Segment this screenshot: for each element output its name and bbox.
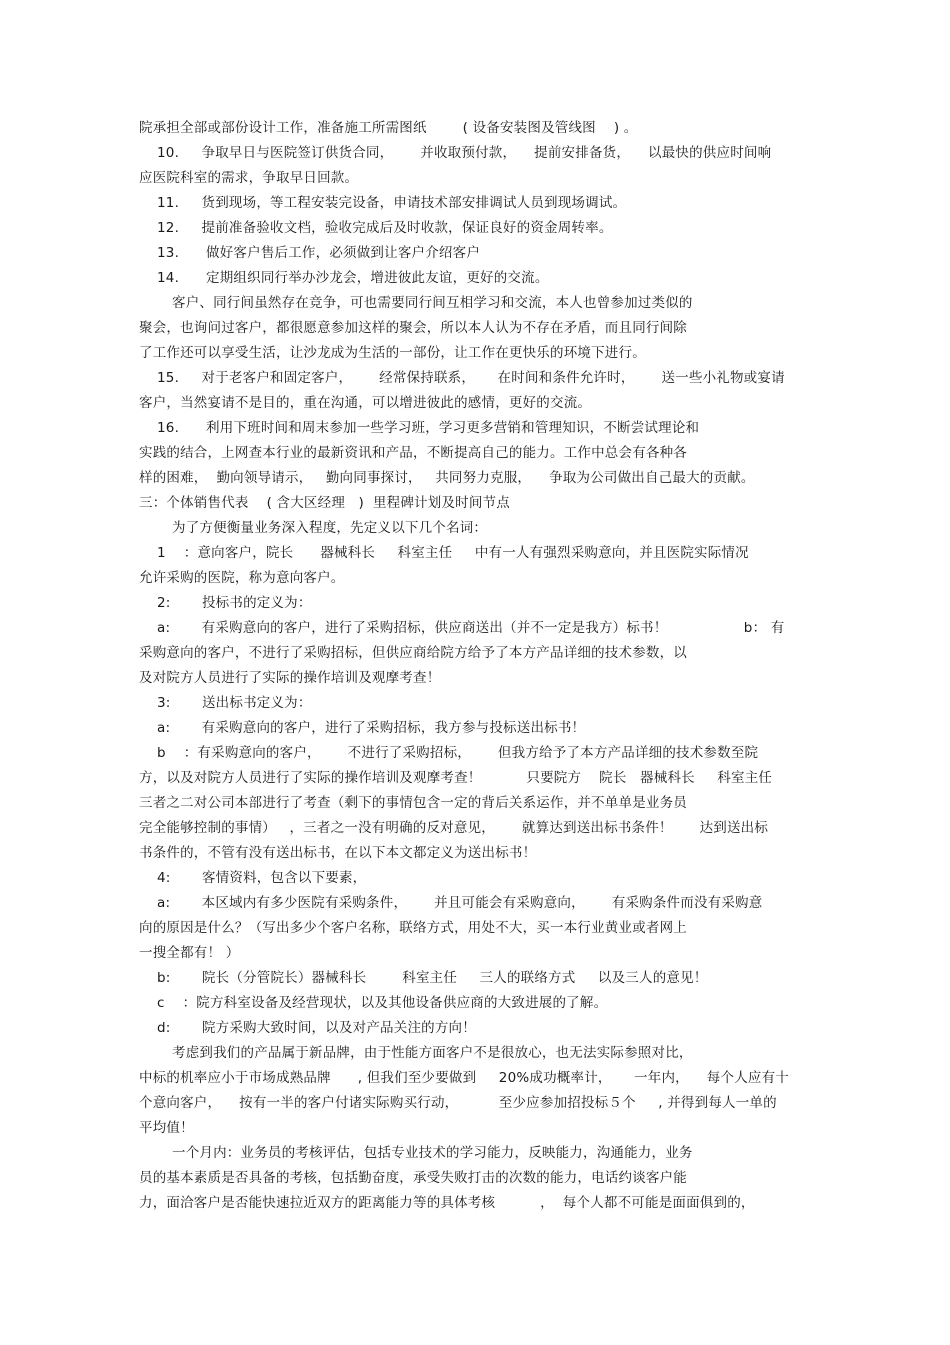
section-heading: 三：个体销售代表 ( 含大区经理 ) 里程碑计划及时间节点 — [139, 495, 510, 511]
text-line: 客户，当然宴请不是目的，重在沟通，可以增进彼此的感情，更好的交流。 — [139, 395, 592, 411]
text-line: 11. 货到现场，等工程安装完设备，申请技术部安排调试人员到现场调试。 — [157, 195, 627, 211]
text-line: 允许采购的医院，称为意向客户。 — [139, 570, 345, 586]
text-line: 1 ：意向客户，院长 器械科长 科室主任 中有一人有强烈采购意向，并且医院实际情况 — [157, 545, 749, 561]
text-line: 了工作还可以享受生活，让沙龙成为生活的一部份，让工作在更快乐的环境下进行。 — [139, 345, 646, 361]
text-line: 为了方便衡量业务深入程度，先定义以下几个名词： — [172, 520, 488, 536]
text-line: 力，面洽客户是否能快速拉近双方的距离能力等的具体考核 ， 每个人都不可能是面面俱到的， — [139, 1195, 755, 1211]
text-line: 12. 提前准备验收文档，验收完成后及时收款，保证良好的资金周转率。 — [157, 220, 613, 236]
text-line: b: 院长（分管院长）器械科长 科室主任 三人的联络方式 以及三人的意见！ — [157, 970, 708, 986]
text-line: 14. 定期组织同行举办沙龙会，增进彼此友谊，更好的交流。 — [157, 270, 549, 286]
text-line: 平均值！ — [139, 1120, 194, 1136]
text-line: 4: 客情资料，包含以下要素， — [157, 870, 367, 886]
text-line: 考虑到我们的产品属于新品牌，由于性能方面客户不是很放心，也无法实际参照对比， — [172, 1045, 693, 1061]
text-line: 3: 送出标书定义为： — [157, 695, 312, 711]
text-line: 完全能够控制的事情） ，三者之一没有明确的反对意见， 就算达到送出标书条件！ 达到送出标 — [139, 820, 769, 836]
text-line: 及对院方人员进行了实际的操作培训及观摩考查！ — [139, 670, 441, 686]
text-line: 一搜全都有！ ） — [139, 945, 240, 961]
text-line: 三者之二对公司本部进行了考查（剩下的事情包含一定的背后关系运作，并不单单是业务员 — [139, 795, 687, 811]
text-line: a: 有采购意向的客户，进行了采购招标，我方参与投标送出标书！ — [157, 720, 586, 736]
text-line: 采购意向的客户，不进行了采购招标，但供应商给院方给予了本方产品详细的技术参数，以 — [139, 645, 687, 661]
text-line: c ：院方科室设备及经营现状，以及其他设备供应商的大致进展的了解。 — [157, 995, 608, 1011]
text-line: b ：有采购意向的客户， 不进行了采购招标， 但我方给予了本方产品详细的技术参数至院 — [157, 745, 759, 761]
text-line: 15. 对于老客户和固定客户， 经常保持联系， 在时间和条件允许时， 送一些小礼物或宴请 — [157, 370, 785, 386]
text-line: 实践的结合，上网查本行业的最新资讯和产品，不断提高自己的能力。工作中总会有各种各 — [139, 445, 687, 461]
text-line: 2: 投标书的定义为： — [157, 595, 312, 611]
text-line: 13. 做好客户售后工作，必须做到让客户介绍客户 — [157, 245, 481, 261]
text-line: 向的原因是什么？（写出多少个客户名称，联络方式，用处不大，买一本行业黄业或者网上 — [139, 920, 687, 936]
text-line: a: 本区域内有多少医院有采购条件， 并且可能会有采购意向， 有采购条件而没有采购意 — [157, 895, 763, 911]
text-line: 员的基本素质是否具备的考核，包括勤奋度，承受失败打击的次数的能力，电话约谈客户能 — [139, 1170, 687, 1186]
text-line: 方，以及对院方人员进行了实际的操作培训及观摩考查！ 只要院方 院长 器械科长 科室主任 — [139, 770, 773, 786]
text-line: 一个月内：业务员的考核评估，包括专业技术的学习能力，反映能力，沟通能力，业务 — [172, 1145, 693, 1161]
text-line: d: 院方采购大致时间，以及对产品关注的方向！ — [157, 1020, 476, 1036]
text-line: 10. 争取早日与医院签订供货合同， 并收取预付款， 提前安排备货， 以最快的供应时间响 — [157, 145, 772, 161]
text-line: 个意向客户， 按有一半的客户付诸实际购买行动， 至少应参加招投标５个 , 并得到每人一单的 — [139, 1095, 777, 1111]
text-line: 客户、同行间虽然存在竞争，可也需要同行间互相学习和交流，本人也曾参加过类似的 — [172, 295, 693, 311]
text-line: 中标的机率应小于市场成熟品牌 , 但我们至少要做到 20%成功概率计， 一年内， 每个人应有十 — [139, 1070, 790, 1086]
text-line: 聚会，也询问过客户，都很愿意参加这样的聚会，所以本人认为不存在矛盾，而且同行间除 — [139, 320, 687, 336]
text-line: 书条件的，不管有没有送出标书，在以下本文都定义为送出标书！ — [139, 845, 537, 861]
text-line: 样的困难， 勤向领导请示， 勤向同事探讨， 共同努力克服， 争取为公司做出自己最大的贡献。 — [139, 470, 755, 486]
text-line: 院承担全部或部份设计工作，准备施工所需图纸 ( 设备安装图及管线图 ) 。 — [139, 120, 638, 136]
text-line: 16. 利用下班时间和周末参加一些学习班，学习更多营销和管理知识，不断尝试理论和 — [157, 420, 700, 436]
text-line: 应医院科室的需求，争取早日回款。 — [139, 170, 359, 186]
text-line: a: 有采购意向的客户，进行了采购招标，供应商送出（并不一定是我方）标书！ b： 有 — [157, 620, 785, 636]
